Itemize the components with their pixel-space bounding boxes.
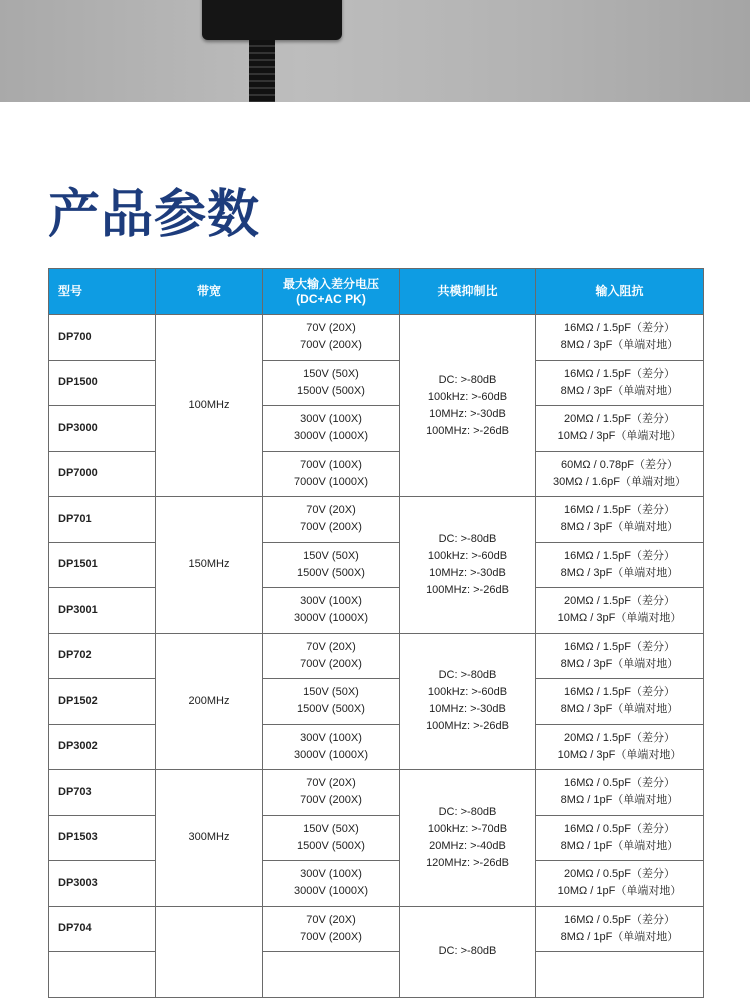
- voltage-cell-line: 150V (50X): [303, 686, 359, 699]
- impedance-cell: [536, 451, 704, 497]
- voltage-cell: [263, 952, 400, 998]
- voltage-cell-line: 70V (20X): [306, 504, 356, 517]
- model-cell-line: DP700: [58, 330, 92, 343]
- voltage-cell-line: 150V (50X): [303, 822, 359, 835]
- cmrr-cell-line: 100kHz: >-60dB: [427, 390, 508, 403]
- impedance-cell-line: 10MΩ / 1pF（单端对地）: [557, 885, 682, 898]
- model-cell-line: DP3002: [58, 740, 98, 753]
- cmrr-cell-line: 10MHz: >-30dB: [429, 407, 506, 420]
- model-cell: [49, 588, 156, 634]
- model-cell: [49, 724, 156, 770]
- header-voltage: [263, 269, 400, 315]
- voltage-cell: [263, 315, 400, 361]
- impedance-cell: [536, 770, 704, 816]
- table-row: [49, 497, 704, 543]
- model-cell-line: DP7000: [58, 467, 98, 480]
- impedance-cell-line: 16MΩ / 1.5pF（差分）: [564, 640, 675, 653]
- cmrr-cell-line: DC: >-80dB: [438, 373, 497, 386]
- impedance-cell-line: 8MΩ / 1pF（单端对地）: [560, 930, 679, 943]
- impedance-cell-line: 20MΩ / 1.5pF（差分）: [564, 413, 675, 426]
- impedance-cell: [536, 406, 704, 452]
- impedance-cell: [536, 679, 704, 725]
- voltage-cell-line: 1500V (500X): [297, 566, 365, 579]
- cmrr-cell-line: 10MHz: >-30dB: [429, 566, 506, 579]
- impedance-cell: [536, 633, 704, 679]
- voltage-cell: [263, 770, 400, 816]
- model-cell: [49, 679, 156, 725]
- voltage-cell-line: 70V (20X): [306, 640, 356, 653]
- voltage-cell: [263, 588, 400, 634]
- page-title: 产品参数: [48, 186, 261, 244]
- model-cell: [49, 770, 156, 816]
- table-row: [49, 588, 704, 634]
- table-row: [49, 770, 704, 816]
- impedance-cell-line: 20MΩ / 1.5pF（差分）: [564, 731, 675, 744]
- impedance-cell-line: 8MΩ / 3pF（单端对地）: [560, 339, 679, 352]
- model-cell: [49, 906, 156, 952]
- header-model: 型号: [49, 269, 156, 315]
- probe-cable: [249, 40, 275, 102]
- impedance-cell-line: 16MΩ / 0.5pF（差分）: [564, 822, 675, 835]
- impedance-cell: [536, 497, 704, 543]
- voltage-cell-line: 300V (100X): [300, 595, 362, 608]
- voltage-cell-line: 3000V (1000X): [294, 748, 368, 761]
- bandwidth-cell-line: 300MHz: [188, 831, 230, 844]
- voltage-cell-line: 150V (50X): [303, 549, 359, 562]
- cmrr-cell: [400, 906, 536, 997]
- table-header: [49, 269, 704, 315]
- model-cell-line: DP3001: [58, 603, 98, 616]
- cmrr-cell-line: 100kHz: >-60dB: [427, 686, 508, 699]
- cmrr-cell-line: 20MHz: >-40dB: [429, 839, 506, 852]
- voltage-cell: [263, 497, 400, 543]
- voltage-cell-line: 3000V (1000X): [294, 612, 368, 625]
- impedance-cell-line: 8MΩ / 3pF（单端对地）: [560, 566, 679, 579]
- impedance-cell-line: 30MΩ / 1.6pF（单端对地）: [553, 475, 686, 488]
- bandwidth-cell: [156, 633, 263, 770]
- model-cell-line: DP1500: [58, 376, 98, 389]
- voltage-cell-line: 700V (200X): [300, 339, 362, 352]
- model-cell: [49, 542, 156, 588]
- impedance-cell: [536, 815, 704, 861]
- voltage-cell-line: 300V (100X): [300, 868, 362, 881]
- impedance-cell: [536, 724, 704, 770]
- model-cell-line: DP1501: [58, 558, 98, 571]
- product-photo: [0, 0, 750, 102]
- model-cell-line: DP3000: [58, 421, 98, 434]
- cmrr-cell-line: DC: >-80dB: [438, 532, 497, 545]
- cmrr-cell-line: 100MHz: >-26dB: [426, 583, 509, 596]
- probe-body: [202, 0, 342, 40]
- cmrr-cell-line: DC: >-80dB: [438, 669, 497, 682]
- table-row: [49, 861, 704, 907]
- impedance-cell-line: 16MΩ / 1.5pF（差分）: [564, 686, 675, 699]
- impedance-cell-line: 8MΩ / 3pF（单端对地）: [560, 521, 679, 534]
- cmrr-cell: [400, 770, 536, 907]
- model-cell-line: DP1502: [58, 694, 98, 707]
- voltage-cell-line: 3000V (1000X): [294, 430, 368, 443]
- voltage-cell-line: 1500V (500X): [297, 384, 365, 397]
- cmrr-cell-line: 100MHz: >-26dB: [426, 720, 509, 733]
- voltage-cell-line: 700V (200X): [300, 657, 362, 670]
- impedance-cell-line: 10MΩ / 3pF（单端对地）: [557, 430, 682, 443]
- header-voltage-line2: (DC+AC PK): [296, 291, 366, 306]
- impedance-cell-line: 8MΩ / 3pF（单端对地）: [560, 703, 679, 716]
- voltage-cell: [263, 906, 400, 952]
- voltage-cell-line: 300V (100X): [300, 413, 362, 426]
- voltage-cell: [263, 451, 400, 497]
- model-cell-line: DP703: [58, 785, 92, 798]
- voltage-cell-line: 300V (100X): [300, 731, 362, 744]
- impedance-cell-line: 10MΩ / 3pF（单端对地）: [557, 748, 682, 761]
- impedance-cell-line: 16MΩ / 0.5pF（差分）: [564, 913, 675, 926]
- impedance-cell-line: 16MΩ / 1.5pF（差分）: [564, 367, 675, 380]
- model-cell-line: DP702: [58, 649, 92, 662]
- voltage-cell-line: 1500V (500X): [297, 703, 365, 716]
- bandwidth-cell-line: 150MHz: [188, 558, 230, 571]
- voltage-cell: [263, 633, 400, 679]
- model-cell: [49, 815, 156, 861]
- impedance-cell: [536, 861, 704, 907]
- bandwidth-cell: [156, 315, 263, 497]
- bandwidth-cell: [156, 497, 263, 634]
- table-row: [49, 952, 704, 998]
- voltage-cell: [263, 406, 400, 452]
- voltage-cell: [263, 861, 400, 907]
- table-row: [49, 724, 704, 770]
- voltage-cell-line: 70V (20X): [306, 777, 356, 790]
- impedance-cell-line: 16MΩ / 1.5pF（差分）: [564, 322, 675, 335]
- table-row: [49, 679, 704, 725]
- impedance-cell: [536, 315, 704, 361]
- cmrr-cell: [400, 315, 536, 497]
- model-cell: [49, 360, 156, 406]
- bandwidth-cell-line: 200MHz: [188, 694, 230, 707]
- spec-table: [48, 268, 704, 998]
- model-cell: [49, 952, 156, 998]
- cmrr-cell-line: DC: >-80dB: [438, 805, 497, 818]
- cmrr-cell-line: 100MHz: >-26dB: [426, 424, 509, 437]
- table-row: [49, 315, 704, 361]
- voltage-cell: [263, 815, 400, 861]
- model-cell: [49, 451, 156, 497]
- cmrr-cell-line: 100kHz: >-60dB: [427, 549, 508, 562]
- bandwidth-cell-line: 100MHz: [188, 399, 230, 411]
- header-voltage-line1: 最大输入差分电压: [282, 276, 379, 291]
- impedance-cell-line: 16MΩ / 0.5pF（差分）: [564, 777, 675, 790]
- header-impedance: 输入阻抗: [536, 269, 704, 315]
- cmrr-cell-line: 100kHz: >-70dB: [427, 822, 508, 835]
- cmrr-cell-line: 10MHz: >-30dB: [429, 703, 506, 716]
- model-cell-line: DP701: [58, 512, 92, 525]
- voltage-cell: [263, 679, 400, 725]
- voltage-cell-line: 1500V (500X): [297, 839, 365, 852]
- cmrr-cell-line: DC: >-80dB: [438, 945, 497, 957]
- model-cell-line: DP3003: [58, 876, 98, 889]
- model-cell: [49, 497, 156, 543]
- table-row: [49, 451, 704, 497]
- model-cell: [49, 315, 156, 361]
- impedance-cell-line: 10MΩ / 3pF（单端对地）: [557, 612, 682, 625]
- impedance-cell-line: 8MΩ / 1pF（单端对地）: [560, 794, 679, 807]
- impedance-cell: [536, 952, 704, 998]
- model-cell: [49, 861, 156, 907]
- cmrr-cell-line: 120MHz: >-26dB: [426, 856, 509, 869]
- voltage-cell-line: 700V (200X): [300, 794, 362, 807]
- model-cell-line: DP704: [58, 922, 92, 935]
- voltage-cell-line: 3000V (1000X): [294, 885, 368, 898]
- cmrr-cell: [400, 497, 536, 634]
- voltage-cell-line: 700V (200X): [300, 930, 362, 943]
- impedance-cell-line: 16MΩ / 1.5pF（差分）: [564, 504, 675, 517]
- table-row: [49, 633, 704, 679]
- voltage-cell: [263, 542, 400, 588]
- voltage-cell-line: 70V (20X): [306, 913, 356, 926]
- header-bandwidth: 带宽: [156, 269, 263, 315]
- model-cell-line: DP1503: [58, 831, 98, 844]
- impedance-cell-line: 16MΩ / 1.5pF（差分）: [564, 549, 675, 562]
- table-row: [49, 406, 704, 452]
- impedance-cell-line: 60MΩ / 0.78pF（差分）: [560, 458, 679, 471]
- impedance-cell: [536, 906, 704, 952]
- impedance-cell: [536, 542, 704, 588]
- voltage-cell-line: 700V (100X): [300, 458, 362, 471]
- voltage-cell-line: 7000V (1000X): [294, 475, 368, 488]
- voltage-cell-line: 150V (50X): [303, 367, 359, 380]
- model-cell: [49, 406, 156, 452]
- cmrr-cell: [400, 633, 536, 770]
- impedance-cell-line: 20MΩ / 1.5pF（差分）: [564, 595, 675, 608]
- impedance-cell-line: 8MΩ / 3pF（单端对地）: [560, 384, 679, 397]
- bandwidth-cell: [156, 770, 263, 907]
- impedance-cell-line: 8MΩ / 3pF（单端对地）: [560, 657, 679, 670]
- model-cell: [49, 633, 156, 679]
- voltage-cell-line: 700V (200X): [300, 521, 362, 534]
- impedance-cell-line: 20MΩ / 0.5pF（差分）: [564, 868, 675, 881]
- impedance-cell: [536, 588, 704, 634]
- table-row: [49, 360, 704, 406]
- bandwidth-cell: [156, 906, 263, 997]
- voltage-cell: [263, 360, 400, 406]
- impedance-cell-line: 8MΩ / 1pF（单端对地）: [560, 839, 679, 852]
- table-row: [49, 542, 704, 588]
- header-cmrr: 共模抑制比: [400, 269, 536, 315]
- voltage-cell-line: 70V (20X): [306, 322, 356, 335]
- table-row: [49, 906, 704, 952]
- impedance-cell: [536, 360, 704, 406]
- voltage-cell: [263, 724, 400, 770]
- table-row: [49, 815, 704, 861]
